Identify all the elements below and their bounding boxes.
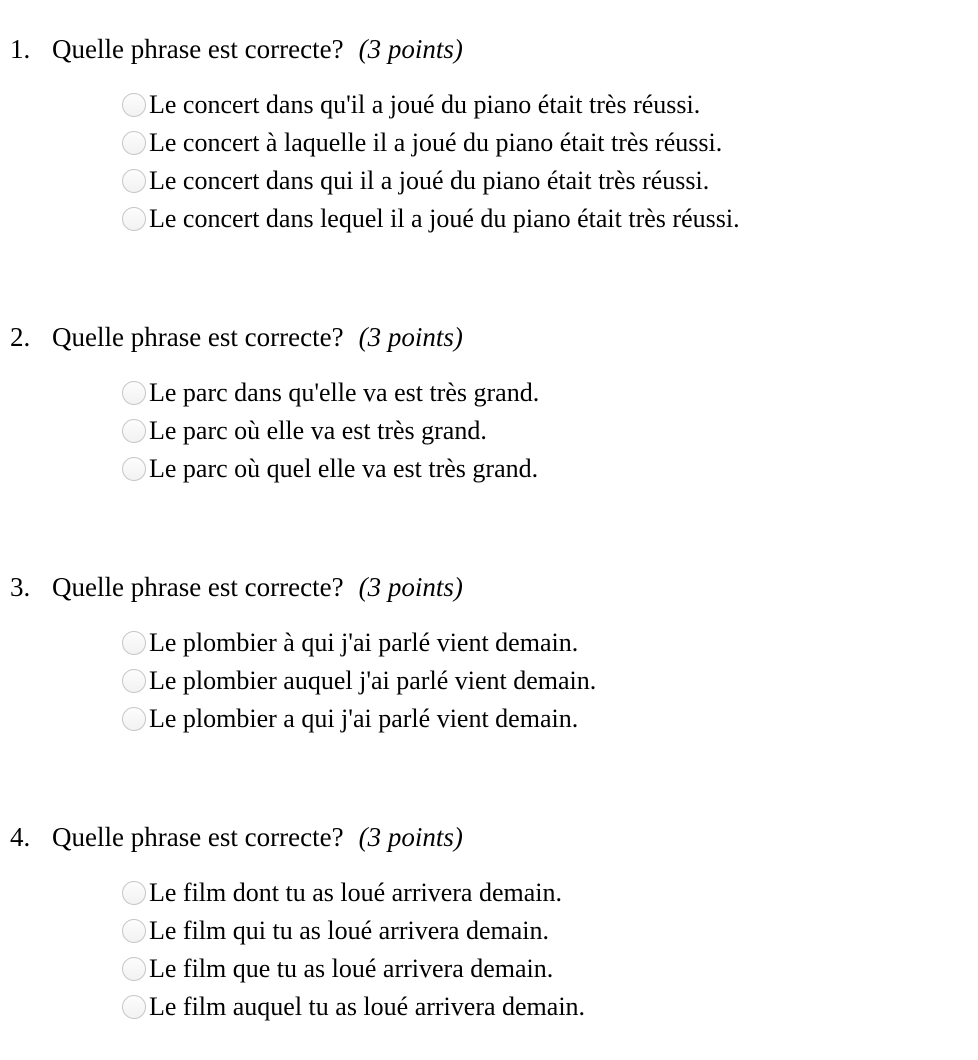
option-row[interactable] [122,86,968,124]
option-label: Le concert dans lequel il a joué du piano était très réussi. [149,204,740,233]
radio-button-icon[interactable] [122,631,146,655]
radio-button-icon[interactable] [122,669,146,693]
radio-button-icon[interactable] [122,457,146,481]
option-row[interactable] [122,950,968,988]
question-number: 1. [10,34,31,64]
option-row[interactable] [122,662,968,700]
option-label: Le parc où elle va est très grand. [149,416,487,445]
option-label: Le film que tu as loué arrivera demain. [149,954,554,983]
option-row[interactable] [122,200,968,238]
question-number: 3. [10,572,31,602]
option-label: Le plombier auquel j'ai parlé vient demain. [149,666,597,695]
option-row[interactable] [122,700,968,738]
option-label: Le film auquel tu as loué arrivera demain. [149,992,586,1021]
radio-button-icon[interactable] [122,419,146,443]
options-group [122,624,968,738]
option-row[interactable] [122,374,968,412]
option-label: Le film qui tu as loué arrivera demain. [149,916,549,945]
options-group [122,86,968,238]
radio-button-icon[interactable] [122,131,146,155]
radio-button-icon[interactable] [122,919,146,943]
radio-button-icon[interactable] [122,881,146,905]
question-2 [10,318,968,488]
option-label: Le concert dans qui il a joué du piano était très réussi. [149,166,710,195]
radio-button-icon[interactable] [122,207,146,231]
option-label: Le concert dans qu'il a joué du piano était très réussi. [149,90,701,119]
points-label: (3 points) [358,322,463,352]
question-3 [10,568,968,738]
option-row[interactable] [122,988,968,1026]
option-row[interactable] [122,912,968,950]
radio-button-icon[interactable] [122,707,146,731]
radio-button-icon[interactable] [122,93,146,117]
option-label: Le plombier à qui j'ai parlé vient demain. [149,628,579,657]
question-heading [10,568,968,606]
option-label: Le parc où quel elle va est très grand. [149,454,539,483]
option-label: Le film dont tu as loué arrivera demain. [149,878,562,907]
option-row[interactable] [122,162,968,200]
option-label: Le plombier a qui j'ai parlé vient demain. [149,704,579,733]
points-label: (3 points) [358,572,463,602]
question-text: Quelle phrase est correcte? [52,34,344,64]
question-number: 4. [10,822,31,852]
question-heading [10,318,968,356]
option-row[interactable] [122,624,968,662]
options-group [122,374,968,488]
option-row[interactable] [122,450,968,488]
points-label: (3 points) [358,34,463,64]
question-text: Quelle phrase est correcte? [52,572,344,602]
question-heading [10,818,968,856]
radio-button-icon[interactable] [122,995,146,1019]
radio-button-icon[interactable] [122,381,146,405]
option-label: Le parc dans qu'elle va est très grand. [149,378,540,407]
question-text: Quelle phrase est correcte? [52,822,344,852]
question-1 [10,30,968,238]
question-heading [10,30,968,68]
question-text: Quelle phrase est correcte? [52,322,344,352]
option-label: Le concert à laquelle il a joué du piano était très réussi. [149,128,723,157]
points-label: (3 points) [358,822,463,852]
option-row[interactable] [122,874,968,912]
question-4 [10,818,968,1026]
question-number: 2. [10,322,31,352]
radio-button-icon[interactable] [122,169,146,193]
options-group [122,874,968,1026]
radio-button-icon[interactable] [122,957,146,981]
option-row[interactable] [122,124,968,162]
option-row[interactable] [122,412,968,450]
